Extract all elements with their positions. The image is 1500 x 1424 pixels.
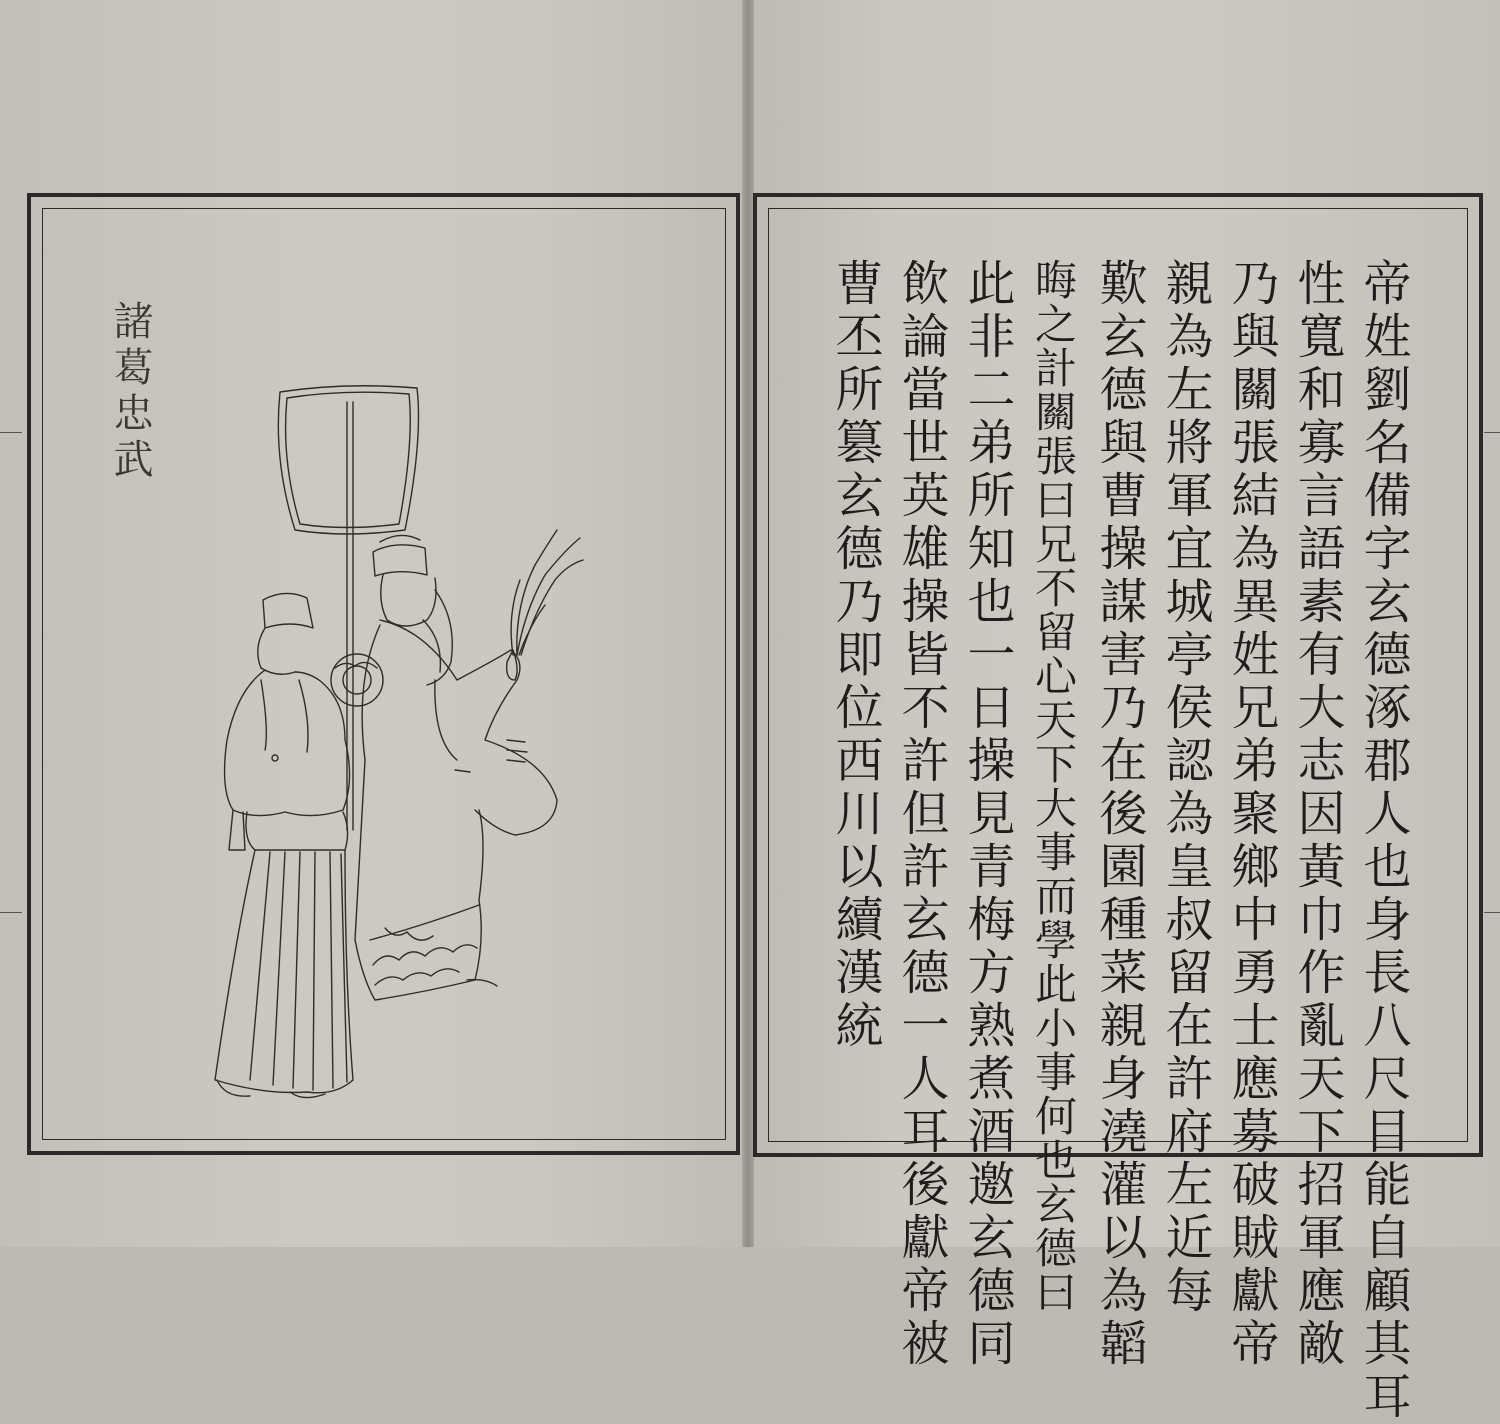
text-column-5: 歎玄德與曹操謀害乃在後園種菜親身澆灌以為韜 (1091, 258, 1147, 1371)
left-edge-mark-bottom (0, 912, 22, 913)
text-column-4: 親為左將軍宜城亭侯認為皇叔留在許府左近每 (1157, 258, 1213, 1318)
right-edge-mark-bottom (1484, 912, 1500, 913)
horsetail-whisk (507, 530, 583, 680)
text-column-6: 晦之計關張曰兄不留心天下大事而學此小事何也玄德曰 (1029, 258, 1078, 1314)
text-column-1: 帝姓劉名備字玄德涿郡人也身長八尺目能自顧其耳 (1355, 258, 1411, 1424)
figure-zhuge (331, 535, 557, 1000)
text-column-7: 此非二弟所知也一日操見青梅方熟煮酒邀玄德同 (959, 258, 1015, 1371)
figure-caption: 諸葛忠武 (107, 300, 153, 484)
text-column-2: 性寬和寡言語素有大志因黃巾作亂天下招軍應敵 (1289, 258, 1345, 1371)
right-edge-mark-top (1484, 432, 1500, 433)
figure-attendant (215, 593, 353, 1097)
left-edge-mark-top (0, 432, 22, 433)
text-column-3: 乃與關張結為異姓兄弟聚鄉中勇士應募破賊獻帝 (1223, 258, 1279, 1371)
text-column-8: 飲論當世英雄操皆不許但許玄德一人耳後獻帝被 (893, 258, 949, 1371)
text-column-9: 曹丕所篡玄德乃即位西川以續漢統 (827, 258, 883, 1053)
figure-illustration (195, 380, 595, 1120)
